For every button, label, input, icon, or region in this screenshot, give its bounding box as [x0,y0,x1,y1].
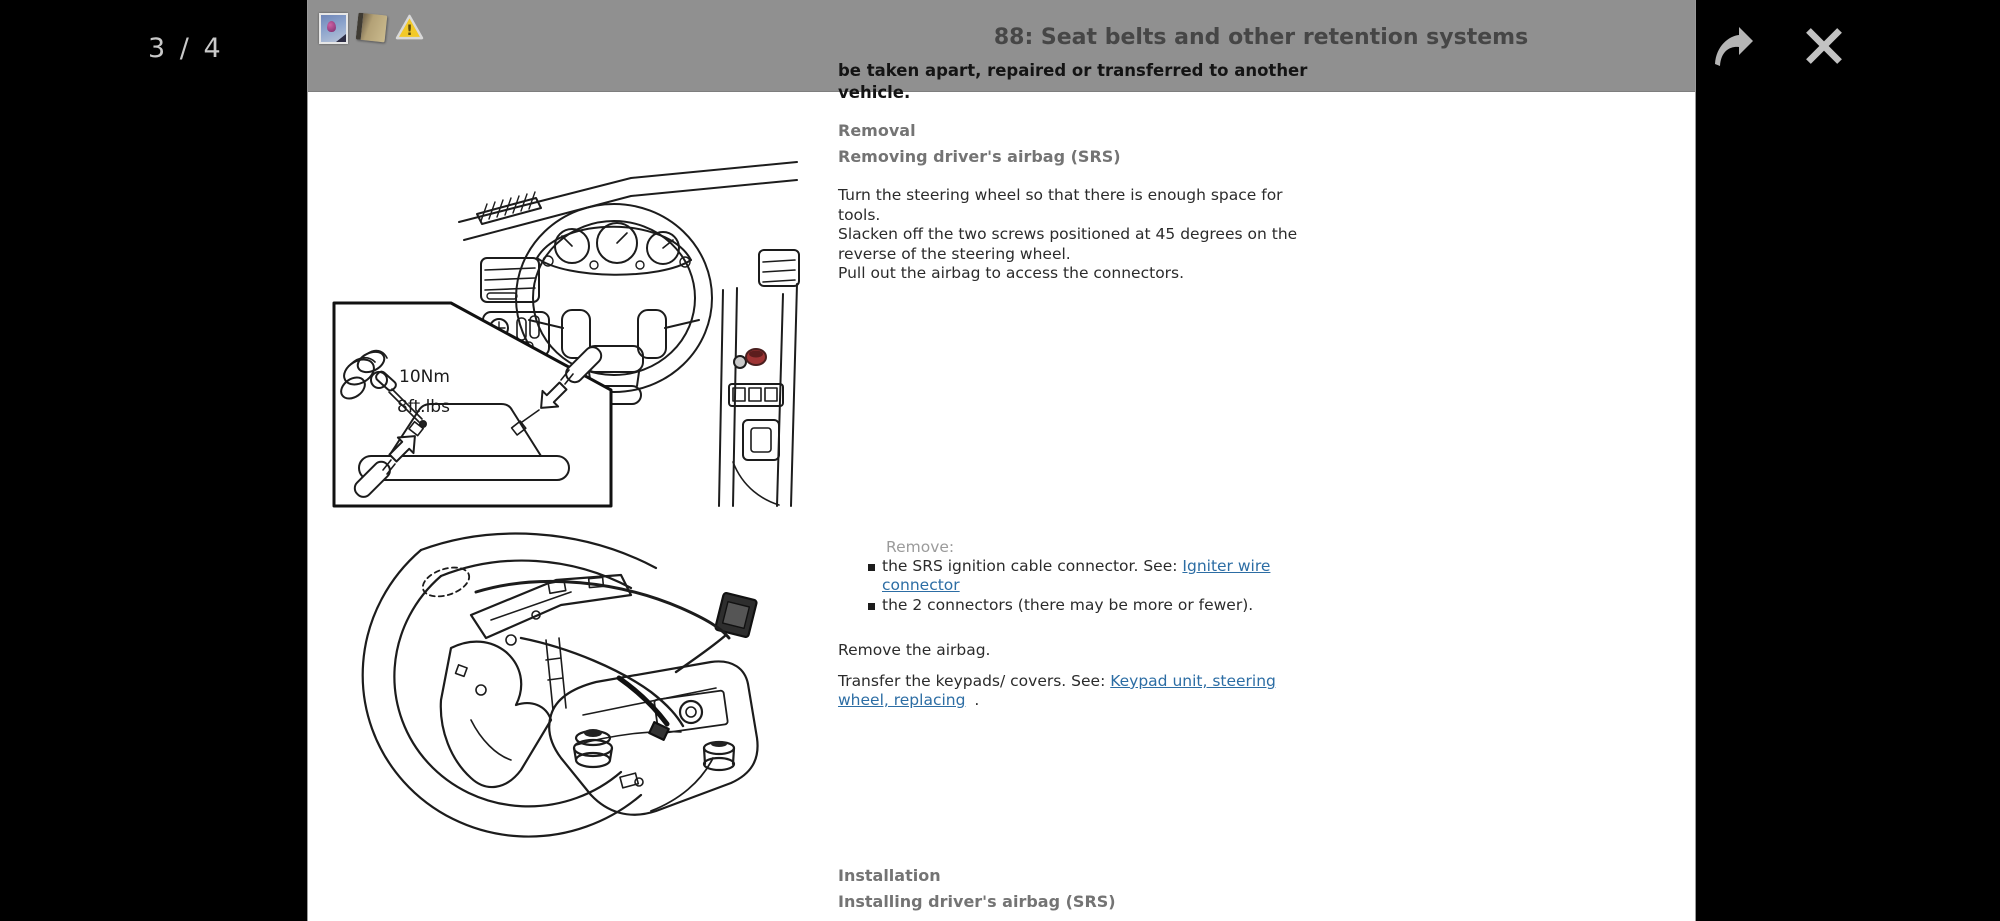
close-icon [1804,26,1844,66]
bullet-text: the SRS ignition cable connector. See: [882,557,1183,575]
remove-airbag-line: Remove the airbag. [838,641,991,659]
bullet-item-srs-connector [882,557,1270,577]
warning-triangle-icon[interactable] [395,14,424,41]
picture-shadow-corner [336,34,346,42]
figure-airbag-rear-view [321,520,771,824]
remove-label: Remove: [886,538,955,556]
transfer-text: Transfer the keypads/ covers. See: [838,672,1111,690]
lead-line: vehicle. [838,83,911,102]
keypad-unit-link[interactable]: Keypad unit, steering [1110,672,1276,690]
transfer-suffix: . [974,691,980,709]
attachment-icon-row [319,13,424,44]
bullet-marker [868,564,875,571]
truncated-line: be taken apart, repaired or transferred to another [838,61,1308,80]
igniter-wire-connector-link[interactable]: connector [882,576,960,594]
close-button[interactable] [1804,26,1844,66]
svg-text:!: ! [406,23,413,40]
step-line: Turn the steering wheel so that there is enough space for [838,186,1283,204]
removal-heading: Removal [838,121,916,140]
bullet-item-srs-connector-wrap [882,576,960,596]
step-line: Pull out the airbag to access the connectors. [838,264,1185,282]
installation-heading: Installation [838,866,941,885]
step-line: reverse of the steering wheel. [838,244,1071,263]
keypad-unit-link[interactable]: wheel, replacing [838,691,966,709]
balloon-picture [327,21,336,32]
removal-subheading: Removing driver's airbag (SRS) [838,147,1121,166]
figure-dashboard-steering-wheel [331,158,801,514]
removal-steps [838,186,1297,284]
bullet-item-two-connectors: the 2 connectors (there may be more or fewer). [882,596,1254,614]
step-line: tools. [838,205,881,224]
share-button[interactable] [1710,26,1756,68]
transfer-line [838,672,1276,692]
page-indicator: 3 / 4 [148,33,224,64]
torque-label-nm: 10Nm [399,367,450,387]
share-icon [1710,26,1756,68]
book-icon[interactable] [356,13,388,43]
document-title: 88: Seat belts and other retention systems [993,25,1529,50]
step-line: Slacken off the two screws positioned at 45 degrees on the [838,225,1298,243]
torque-label-ftlbs: 8ft.lbs [397,397,450,417]
transfer-line-wrap [838,691,979,711]
igniter-wire-connector-link[interactable]: Igniter wire [1182,557,1271,575]
installation-subheading: Installing driver's airbag (SRS) [838,892,1116,911]
image-thumbnail-icon[interactable] [319,13,348,44]
bullet-marker [868,603,875,610]
document-page [307,0,1696,921]
